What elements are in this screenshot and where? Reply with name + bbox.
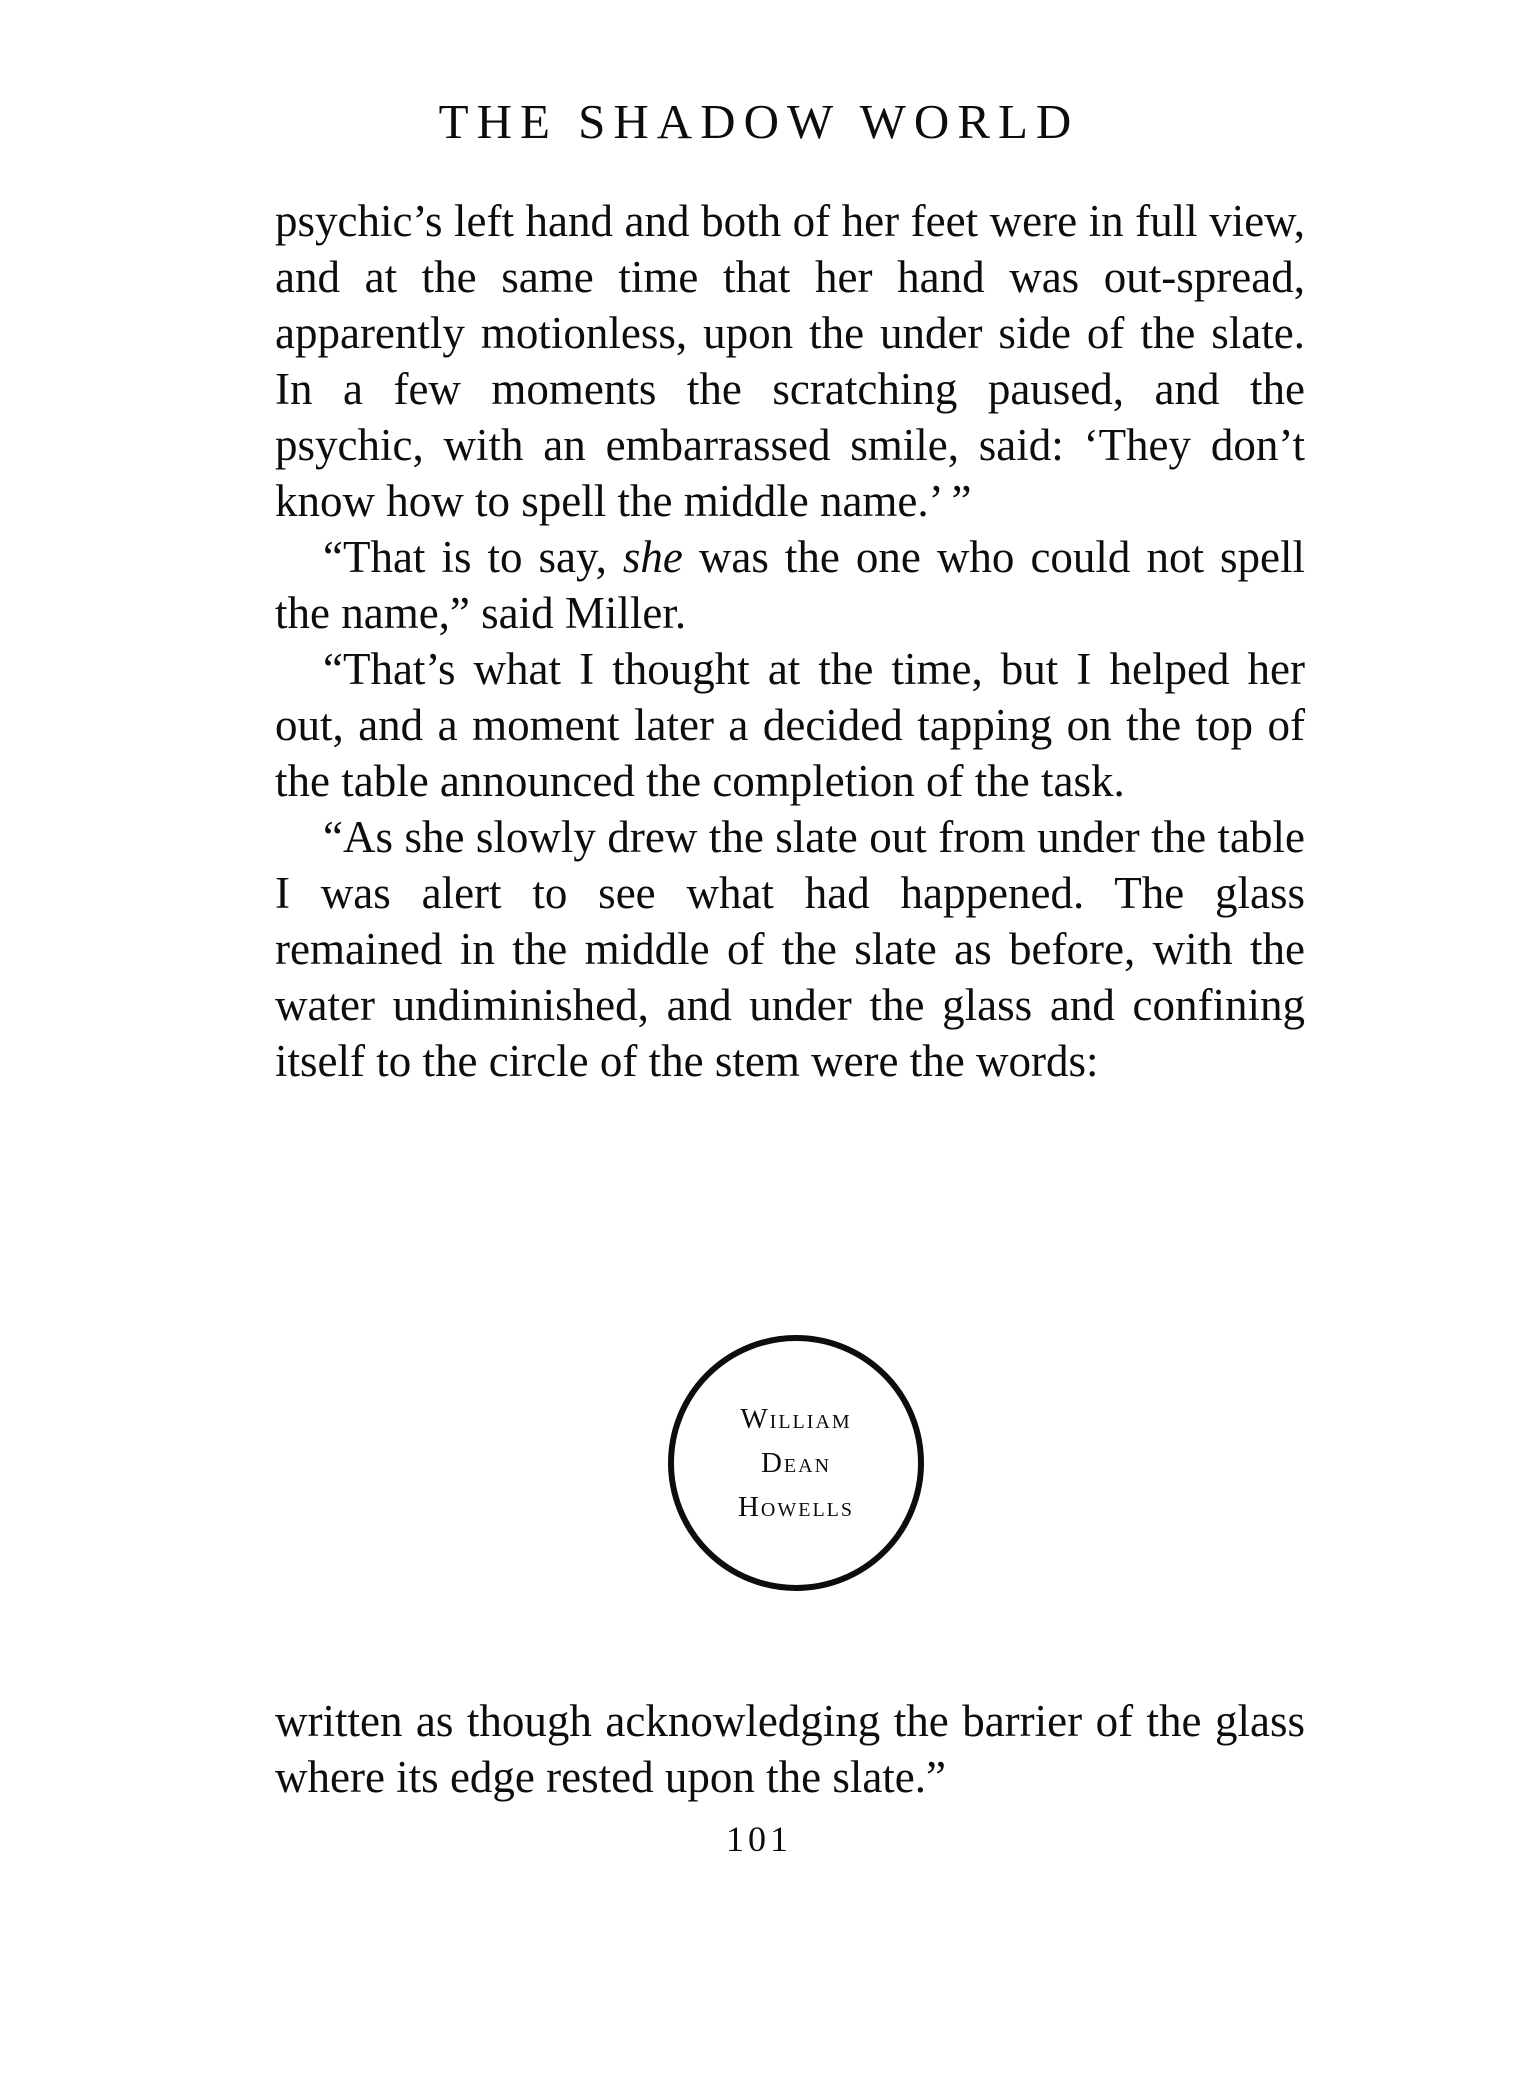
running-head: THE SHADOW WORLD xyxy=(438,94,1080,149)
paragraph-text-after-italic: was the one who could not spell the name,” said Miller. xyxy=(275,532,1305,638)
circle-word-middle: Dean xyxy=(760,1447,832,1479)
italic-emphasis: she xyxy=(622,532,683,582)
paragraph-slate-drawn-out: “As she slowly drew the slate out from under the table I was alert to see what had happened. The glass remained in the middle of the slate as before, with the water undiminished, and under the glass and confining itself to the circle of the stem were the words: xyxy=(275,812,1305,1086)
glass-stem-circle xyxy=(668,1335,924,1591)
body-text xyxy=(275,193,1305,1089)
paragraph-continued: psychic’s left hand and both of her feet were in full view, and at the same time that her hand was out-spread, apparently motionless, upon the under side of the slate. In a few moments the scratching paused, and the psychic, with an embarrassed smile, said: ‘They don’t know how to spell the middle name.’ ” xyxy=(275,196,1305,526)
paragraph-miller-reply xyxy=(275,529,1305,641)
paragraph-text-before-italic: “That is to say, xyxy=(323,532,623,582)
paragraph-closing: written as though acknowledging the barrier of the glass where its edge rested upon the slate.” xyxy=(275,1696,1305,1802)
circle-word-last: Howells xyxy=(737,1491,855,1523)
paragraph-helped-her-out: “That’s what I thought at the time, but I helped her out, and a moment later a decided tapping on the top of the table announced the completion of the task. xyxy=(275,644,1305,806)
page-number: 101 xyxy=(726,1819,792,1859)
closing-text xyxy=(275,1693,1305,1805)
circle-word-first: William xyxy=(740,1403,852,1435)
